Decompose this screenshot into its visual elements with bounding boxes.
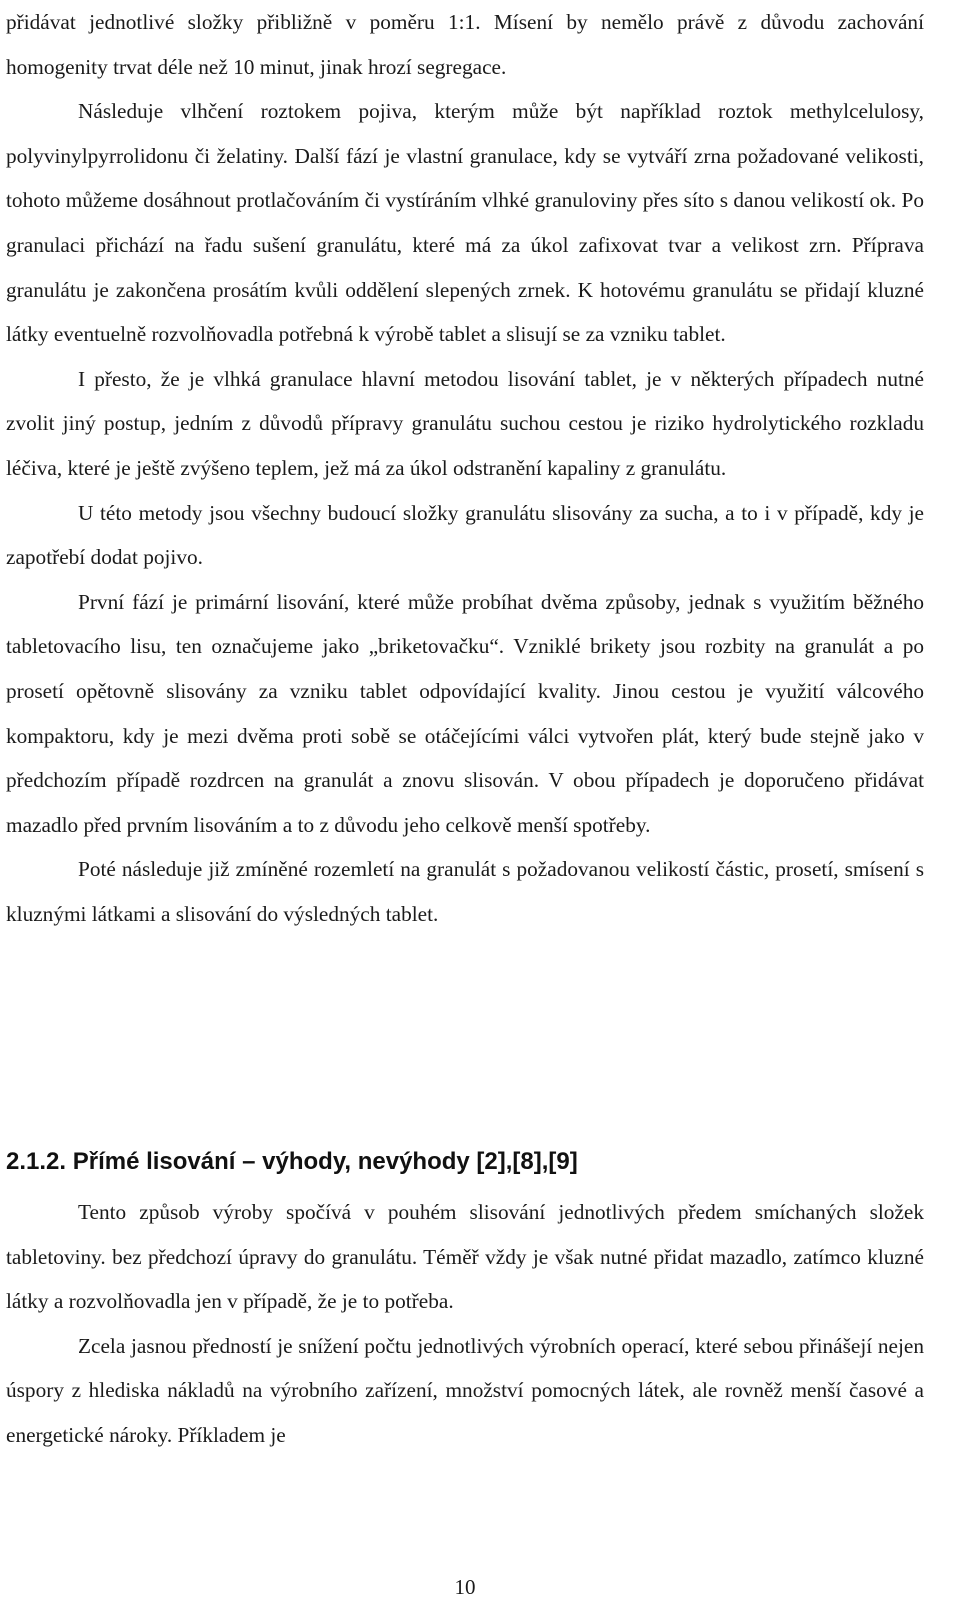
paragraph: Poté následuje již zmíněné rozemletí na granulát s požadovanou velikostí částic, prosetí, smísení s kluznými látkami a slisování do výsledných tablet. <box>6 857 924 926</box>
body-text-top <box>6 0 924 936</box>
body-text-bottom <box>6 1190 924 1458</box>
page-number: 10 <box>454 1575 476 1599</box>
paragraph: U této metody jsou všechny budoucí složky granulátu slisovány za sucha, a to i v případě, kdy je zapotřebí dodat pojivo. <box>6 500 924 570</box>
paragraph: I přesto, že je vlhká granulace hlavní metodou lisování tablet, je v některých případech nutné zvolit jiný postup, jedním z důvodů přípravy granulátu suchou cestou je riziko hydrolytického rozkladu léčiva, které je ještě zvýšeno teplem, jež má za úkol odstranění kapaliny z granulátu. <box>6 366 924 480</box>
paragraph: Následuje vlhčení roztokem pojiva, kterým může být například roztok methylcelulosy, polyvinylpyrrolidonu či želatiny. Další fází je vlastní granulace, kdy se vytváří zrna požadované velikosti, tohoto můžeme dosáhnout protlačováním či vystíráním vlhké granuloviny přes síto s danou velikostí ok. Po granulaci přichází na řadu sušení granulátu, které má za úkol zafixovat tvar a velikost zrn. Příprava granulátu je zakončena prosátím kvůli oddělení slepených zrnek. K hotovému granulátu se přidají kluzné látky eventuelně rozvolňovadla potřebná k výrobě tablet a slisují se za vzniku tablet. <box>6 99 924 347</box>
paragraph: Tento způsob výroby spočívá v pouhém slisování jednotlivých předem smíchaných složek tabletoviny. bez předchozí úpravy do granulátu. Téměř vždy je však nutné přidat mazadlo, zatímco kluzné látky a rozvolňovadla jen v případě, že je to potřeba. <box>6 1200 924 1314</box>
paragraph: přidávat jednotlivé složky přibližně v poměru 1:1. Mísení by nemělo právě z důvodu zachování homogenity trvat déle než 10 minut, jinak hrozí segregace. <box>6 10 924 79</box>
paragraph: Zcela jasnou předností je snížení počtu jednotlivých výrobních operací, které sebou přinášejí nejen úspory z hlediska nákladů na výrobního zařízení, množství pomocných látek, ale rovněž menší časové a energetické nároky. Příkladem je <box>6 1333 924 1447</box>
paragraph: První fází je primární lisování, které může probíhat dvěma způsoby, jednak s využitím běžného tabletovacího lisu, ten označujeme jako „briketovačku“. Vzniklé brikety jsou rozbity na granulát a po prosetí opětovně slisovány za vzniku tablet odpovídající kvality. Jinou cestou je využití válcového kompaktoru, kdy je mezi dvěma proti sobě se otáčejícími válci vytvořen plát, který bude stejně jako v předchozím případě rozdrcen na granulát a znovu slisován. V obou případech je doporučeno přidávat mazadlo před prvním lisováním a to z důvodu jeho celkově menší spotřeby. <box>6 589 924 837</box>
section-heading: 2.1.2. Přímé lisování – výhody, nevýhody [2],[8],[9] <box>6 1148 578 1175</box>
